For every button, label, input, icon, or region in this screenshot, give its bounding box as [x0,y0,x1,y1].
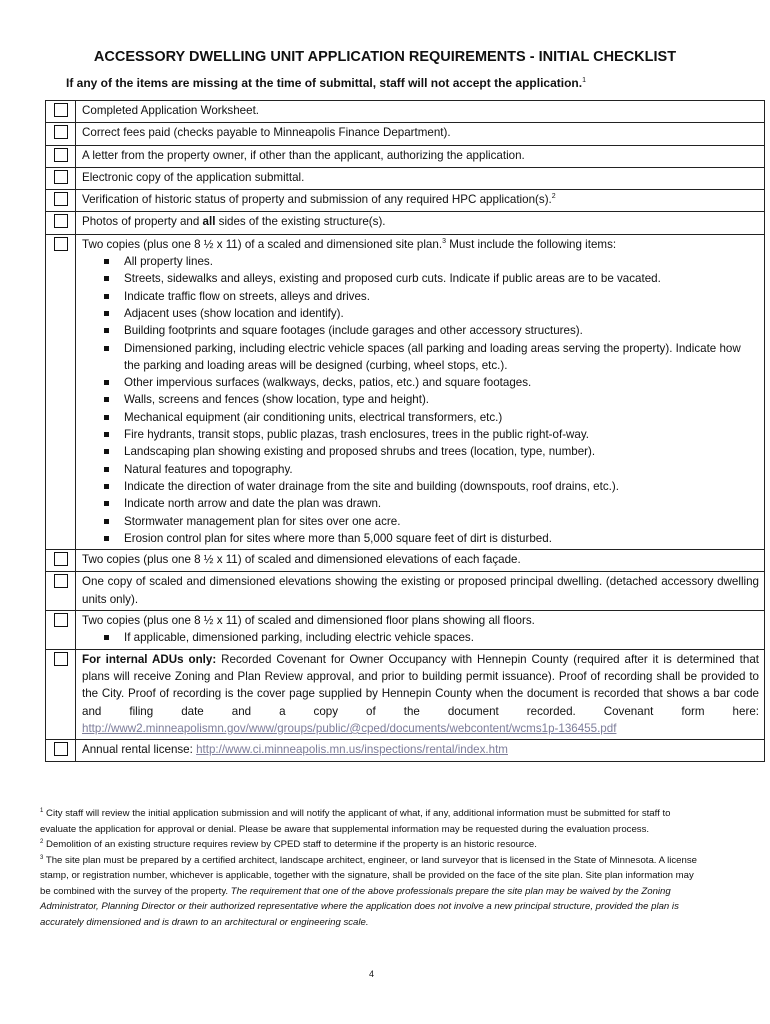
checklist-row [46,740,765,762]
checkbox-historic[interactable] [54,192,68,206]
photos-text-a: Photos of property and [82,215,203,229]
site-plan-heading [82,236,759,253]
subtitle-text: If any of the items are missing at the time of submittal, staff will not accept the application. [66,76,583,90]
checkbox-elevations[interactable] [54,552,68,566]
list-item: Mechanical equipment (air conditioning units, electrical transformers, etc.) [82,409,759,426]
checkbox-worksheet[interactable] [54,103,68,117]
rental-license-link[interactable]: http://www.ci.minneapolis.mn.us/inspections/rental/index.htm [196,743,508,757]
footnote-3 [40,853,705,931]
list-item: Fire hydrants, transit stops, public plazas, trash enclosures, trees in the public right-of-way. [82,426,759,443]
checklist-row [46,611,765,650]
checklist-row [46,572,765,611]
historic-text: Verification of historic status of property and submission of any required HPC application(s). [82,193,552,207]
item-rental-license [76,740,765,762]
footnote-text: City staff will review the initial application submission and will notify the applicant of what, if any, additional information must be submitted for staff to evaluate the application for approval or denial. Please be aware that supplemental information may be requested during the evaluation process. [40,808,671,835]
item-historic [76,190,765,212]
footnote-ref: 3 [442,237,446,245]
footnote-1 [40,806,705,837]
checkbox-fees[interactable] [54,125,68,139]
checkbox-principal[interactable] [54,574,68,588]
footnotes [40,806,705,930]
list-item: Other impervious surfaces (walkways, decks, patios, etc.) and square footages. [82,374,759,391]
item-site-plan [76,234,765,549]
footnote-number: 3 [40,854,44,861]
list-item: Indicate traffic flow on streets, alleys and drives. [82,288,759,305]
photos-text-bold: all [202,215,216,229]
list-item: Indicate the direction of water drainage from the site and building (downspouts, roof drains, etc.). [82,478,759,495]
site-plan-bullet-list [82,253,759,547]
checklist-table [45,100,765,762]
footnote-ref: 1 [582,77,586,84]
floor-plans-bullet-list [82,629,759,646]
item-internal-adu [76,649,765,739]
checklist-row [46,145,765,167]
rental-license-label: Annual rental license: [82,743,197,757]
covenant-form-link[interactable]: http://www2.minneapolismn.gov/www/groups/public/@cped/documents/webcontent/wcms1p-136455.pdf [82,721,617,735]
site-plan-text-b: Must include the following items: [445,237,617,251]
checkbox-site-plan[interactable] [54,237,68,251]
checkbox-rental-license[interactable] [54,742,68,756]
checklist-row [46,167,765,189]
list-item: Dimensioned parking, including electric vehicle spaces (all parking and loading areas serving the property). Indicate how the parking and loading areas will be designed (curbing, wheel stops, etc.). [82,340,759,375]
footnote-ref: 2 [551,193,556,201]
list-item: Indicate north arrow and date the plan was drawn. [82,495,759,512]
checklist-row [46,649,765,739]
site-plan-text: Two copies (plus one 8 ½ x 11) of a scaled and dimensioned site plan. [82,237,443,251]
page-title: ACCESSORY DWELLING UNIT APPLICATION REQUIREMENTS - INITIAL CHECKLIST [93,49,677,65]
list-item: Adjacent uses (show location and identify). [82,305,759,322]
footnote-italic-text: The requirement that one of the above professionals prepare the site plan may be waived by the Zoning Administrator, Planning Director or their authorized representative where the application does not involve a new principal structure, provided the plan is accurately dimensioned and is drawn to an architectural or engineering scale. [40,885,679,928]
footnote-text: The site plan must be prepared by a certified architect, landscape architect, engineer, or land surveyor that is licensed in the State of Minnesota. A license stamp, or registration number, whichever is applicable, together with the signature, shall be provided on the face of the site plan. Site plan information may be combined with the survey of the property. [40,854,697,897]
item-owner-letter: A letter from the property owner, if other than the applicant, authorizing the application. [76,145,765,167]
footnote-2 [40,837,705,853]
footnote-number: 1 [40,807,44,814]
checklist-row [46,550,765,572]
internal-adu-text: Recorded Covenant for Owner Occupancy with Hennepin County (required after it is determined that plans will receive Zoning and Plan Review approval, and prior to building permit issuance). Proof of recording shall be provided to the City. Proof of recording is the cover page supplied by Hennepin County when the document is recorded that shows a bar code and filing date and a copy of the document recorded. Covenant form here: [82,652,760,718]
checklist-row [46,234,765,549]
footnote-text: Demolition of an existing structure requires review by CPED staff to determine if the property is an historic resource. [43,839,537,850]
list-item: Streets, sidewalks and alleys, existing and proposed curb cuts. Indicate if public areas are to be vacated. [82,270,759,287]
item-principal-dwelling: One copy of scaled and dimensioned elevations showing the existing or proposed principal dwelling. (detached accessory dwelling units only). [76,572,765,611]
item-worksheet: Completed Application Worksheet. [76,101,765,123]
floor-plans-text: Two copies (plus one 8 ½ x 11) of scaled and dimensioned floor plans showing all floors. [82,614,535,628]
list-item: Natural features and topography. [82,461,759,478]
checklist-row [46,212,765,234]
page-number: 4 [369,969,375,979]
checkbox-owner-letter[interactable] [54,148,68,162]
checkbox-photos[interactable] [54,214,68,228]
checkbox-electronic-copy[interactable] [54,170,68,184]
list-item: Landscaping plan showing existing and proposed shrubs and trees (location, type, number). [82,443,759,460]
checkbox-floor-plans[interactable] [54,613,68,627]
list-item: Erosion control plan for sites where more than 5,000 square feet of dirt is disturbed. [82,530,759,547]
internal-adu-label: For internal ADUs only: [82,652,217,666]
checkbox-internal-adu[interactable] [54,652,68,666]
list-item: Stormwater management plan for sites over one acre. [82,513,759,530]
photos-text-b: sides of the existing structure(s). [215,215,386,229]
checklist-row [46,123,765,145]
list-item: Walls, screens and fences (show location, type and height). [82,391,759,408]
item-floor-plans [76,611,765,650]
item-electronic-copy: Electronic copy of the application submittal. [76,167,765,189]
page-subtitle [66,76,586,90]
footnote-number: 2 [40,838,44,845]
item-elevations: Two copies (plus one 8 ½ x 11) of scaled and dimensioned elevations of each façade. [76,550,765,572]
list-item: All property lines. [82,253,759,270]
list-item: Building footprints and square footages (include garages and other accessory structures). [82,322,759,339]
checklist-row [46,190,765,212]
item-fees: Correct fees paid (checks payable to Minneapolis Finance Department). [76,123,765,145]
list-item: If applicable, dimensioned parking, including electric vehicle spaces. [82,629,759,646]
checklist-row [46,101,765,123]
item-photos [76,212,765,234]
